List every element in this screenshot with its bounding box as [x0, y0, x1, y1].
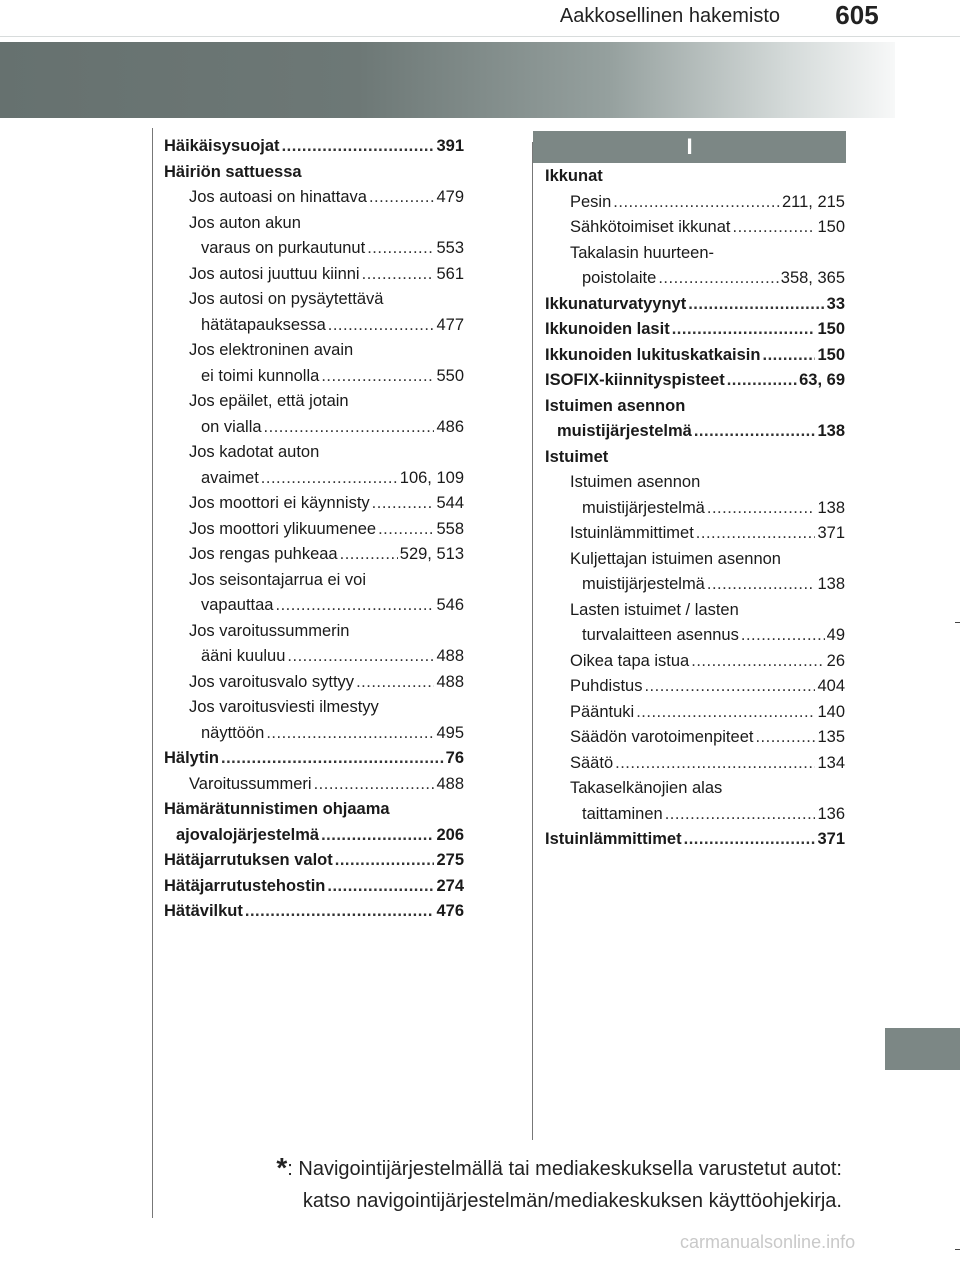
index-entry	[164, 134, 464, 160]
index-entry-page: 544	[436, 494, 464, 512]
index-entry-page: 529, 513	[399, 545, 464, 563]
index-entry	[545, 751, 845, 777]
dot-leader	[665, 802, 816, 828]
index-entry-label: Istuimet	[545, 447, 609, 466]
index-entry	[545, 292, 845, 318]
footnote-line-1	[250, 1152, 842, 1185]
index-entry	[164, 670, 464, 696]
index-entry-label: Kuljettajan istuimen asennon	[570, 549, 781, 568]
index-entry	[164, 338, 464, 364]
dot-leader	[615, 751, 815, 777]
index-entry	[545, 394, 845, 420]
index-entry-label: Takaselkänojien alas	[570, 779, 723, 797]
index-entry-label: Oikea tapa istua	[570, 651, 690, 670]
index-entry	[164, 593, 464, 619]
index-entry-page: 136	[817, 804, 845, 823]
index-entry	[164, 542, 464, 568]
dot-leader	[636, 700, 815, 726]
index-entry-page: 404	[817, 677, 845, 695]
index-entry	[164, 823, 464, 849]
index-entry	[545, 343, 845, 369]
index-entry-label: Jos autoasi on hinattava	[189, 188, 367, 206]
index-entry-page: 550	[436, 366, 464, 385]
dot-leader	[644, 674, 815, 700]
dot-leader	[733, 215, 816, 241]
index-entry-label: Jos varoitusvalo syttyy	[189, 672, 355, 691]
dot-leader	[707, 496, 816, 522]
index-entry-label: Puhdistus	[570, 677, 643, 695]
index-entry-label: Istuimen asennon	[570, 473, 701, 491]
index-entry	[545, 827, 845, 853]
index-entry	[545, 572, 845, 598]
index-entry	[164, 899, 464, 925]
dot-leader	[694, 419, 816, 445]
index-entry-page: 140	[817, 702, 845, 721]
index-entry	[164, 848, 464, 874]
index-entry-label: Istuinlämmittimet	[545, 830, 682, 848]
index-entry	[164, 185, 464, 211]
index-entry-label: Pääntuki	[570, 702, 635, 721]
index-entry-label: Ikkunat	[545, 167, 603, 185]
dot-leader	[356, 670, 434, 696]
index-entry-page: 106, 109	[399, 468, 464, 487]
index-entry-page: 138	[817, 498, 845, 517]
index-entry-label: Jos elektroninen avain	[189, 341, 354, 359]
dot-leader	[684, 827, 816, 853]
index-entry-label: Ikkunoiden lasit	[545, 320, 670, 338]
index-entry	[164, 415, 464, 441]
index-entry-label: Sähkötoimiset ikkunat	[570, 218, 731, 236]
index-entry-label: Jos rengas puhkeaa	[189, 545, 338, 563]
index-entry-page: 391	[436, 137, 464, 155]
dot-leader	[755, 725, 815, 751]
index-entry-page: 486	[436, 417, 464, 436]
index-entry	[545, 674, 845, 700]
index-entry-page: 488	[436, 672, 464, 691]
index-entry	[545, 776, 845, 802]
index-entry	[164, 619, 464, 645]
index-entry-page: 26	[826, 651, 845, 670]
dot-leader	[221, 746, 444, 772]
header-divider	[0, 36, 960, 37]
index-entry-page: 561	[436, 264, 464, 283]
index-entry-label: Pesin	[570, 192, 612, 211]
dot-leader	[287, 644, 434, 670]
index-entry	[164, 389, 464, 415]
index-entry	[545, 547, 845, 573]
index-entry	[545, 241, 845, 267]
index-entry-page: 138	[817, 575, 845, 593]
index-entry	[164, 644, 464, 670]
index-entry-label: Jos moottori ylikuumenee	[189, 519, 377, 538]
dot-leader	[741, 623, 825, 649]
crop-mark	[955, 1249, 960, 1250]
index-entry-label: Takalasin huurteen-	[570, 243, 715, 262]
index-entry-label: turvalaitteen asennus	[582, 626, 739, 644]
index-entry-page: 553	[436, 239, 464, 257]
page-number: 605	[835, 0, 879, 30]
index-entry	[545, 598, 845, 624]
index-entry	[545, 215, 845, 241]
index-entry	[545, 700, 845, 726]
index-entry	[164, 364, 464, 390]
index-entry-label: muistijärjestelmä	[582, 575, 705, 593]
index-entry-label: Jos moottori ei käynnisty	[189, 494, 370, 512]
dot-leader	[691, 649, 824, 675]
index-entry-page: 150	[817, 218, 845, 236]
dot-leader	[707, 572, 816, 598]
index-entry-page: 76	[445, 749, 464, 767]
index-entry	[164, 721, 464, 747]
index-entry-label: Varoitussummeri	[189, 774, 312, 793]
watermark: carmanualsonline.info	[680, 1232, 856, 1252]
dot-leader	[327, 874, 434, 900]
index-entry	[164, 746, 464, 772]
index-entry-label: vapauttaa	[201, 596, 274, 614]
dot-leader	[367, 236, 434, 262]
crop-mark	[955, 622, 960, 623]
dot-leader	[335, 848, 435, 874]
index-entry	[545, 164, 845, 190]
index-entry-label: Jos varoitussummerin	[189, 621, 350, 640]
index-entry	[164, 262, 464, 288]
index-entry-label: Hälytin	[164, 749, 220, 767]
dot-leader	[762, 343, 815, 369]
dot-leader	[275, 593, 434, 619]
dot-leader	[261, 466, 398, 492]
index-entry	[164, 236, 464, 262]
index-entry-page: 33	[826, 294, 845, 313]
index-entry-page: 488	[436, 774, 464, 793]
section-letter-bar: I	[533, 131, 846, 163]
footnote-line-2: katso navigointijärjestelmän/mediakeskuksen käyttöohjekirja.	[302, 1190, 842, 1212]
index-entry-label: on vialla	[201, 417, 262, 436]
index-entry	[164, 491, 464, 517]
footnote	[250, 1152, 842, 1217]
index-entry-page: 274	[436, 876, 464, 895]
index-entry-label: Lasten istuimet / lasten	[570, 600, 739, 619]
index-entry	[545, 368, 845, 394]
index-entry-label: Jos varoitusviesti ilmestyy	[189, 698, 379, 716]
footnote-marker: *	[276, 1152, 288, 1183]
index-entry	[545, 649, 845, 675]
index-entry	[164, 797, 464, 823]
dot-leader	[245, 899, 435, 925]
index-entry-label: Jos kadotat auton	[189, 443, 320, 461]
index-entry-page: 479	[436, 188, 464, 206]
dot-leader	[658, 266, 778, 292]
index-entry	[164, 695, 464, 721]
index-entry	[164, 313, 464, 339]
index-entry-page: 49	[826, 626, 845, 644]
index-entry-label: muistijärjestelmä	[582, 498, 705, 517]
index-entry	[545, 266, 845, 292]
dot-leader	[328, 313, 435, 339]
index-entry-label: taittaminen	[582, 804, 663, 823]
index-entry-page: 150	[817, 345, 845, 364]
index-entry-label: ei toimi kunnolla	[201, 366, 320, 385]
index-entry	[545, 470, 845, 496]
index-entry	[545, 317, 845, 343]
dot-leader	[340, 542, 398, 568]
index-entry	[545, 190, 845, 216]
index-entry-page: 546	[436, 596, 464, 614]
dot-leader	[378, 517, 434, 543]
index-entry-label: Istuimen asennon	[545, 396, 686, 415]
dot-leader	[264, 415, 435, 441]
index-entry-page: 477	[436, 315, 464, 334]
header-title: Aakkosellinen hakemisto	[559, 5, 780, 27]
index-entry-label: hätätapauksessa	[201, 315, 326, 334]
index-entry-label: Hätäjarrutustehostin	[164, 876, 326, 895]
index-entry-label: Hämärätunnistimen ohjaama	[164, 800, 390, 818]
dot-leader	[266, 721, 434, 747]
dot-leader	[372, 491, 435, 517]
index-entry	[164, 772, 464, 798]
index-entry	[164, 466, 464, 492]
chapter-side-tab	[885, 1028, 960, 1070]
index-entry-label: avaimet	[201, 468, 259, 487]
index-entry	[164, 568, 464, 594]
dot-leader	[362, 262, 435, 288]
index-entry-label: varaus on purkautunut	[201, 239, 366, 257]
index-entry	[545, 725, 845, 751]
dot-leader	[672, 317, 816, 343]
dot-leader	[282, 134, 435, 160]
index-entry-label: muistijärjestelmä	[557, 422, 692, 440]
index-entry	[164, 440, 464, 466]
index-entry-label: Häikäisysuojat	[164, 137, 280, 155]
index-entry-label: Ikkunoiden lukituskatkaisin	[545, 345, 761, 364]
index-entry-page: 206	[436, 825, 464, 844]
dot-leader	[321, 823, 434, 849]
index-entry-label: Säätö	[570, 753, 614, 772]
index-entry-page: 488	[436, 647, 464, 665]
index-entry-label: näyttöön	[201, 723, 265, 742]
dot-leader	[321, 364, 434, 390]
index-entry-page: 150	[817, 320, 845, 338]
index-entry	[545, 802, 845, 828]
index-entry	[545, 521, 845, 547]
index-entry-page: 63, 69	[799, 371, 845, 389]
index-entry	[545, 445, 845, 471]
index-entry-label: Jos epäilet, että jotain	[189, 392, 349, 410]
index-entry-label: poistolaite	[582, 269, 657, 287]
index-entry-page: 135	[817, 728, 845, 746]
index-column-left	[164, 134, 464, 925]
index-entry-label: Hätävilkut	[164, 902, 243, 920]
index-entry-page: 275	[436, 851, 464, 869]
index-entry-label: Jos autosi juuttuu kiinni	[189, 264, 360, 283]
index-entry-page: 134	[817, 753, 845, 772]
index-entry-label: Ikkunaturvatyynyt	[545, 294, 687, 313]
index-entry-page: 495	[436, 723, 464, 742]
left-margin-rule	[152, 128, 153, 1218]
index-entry-label: Hätäjarrutuksen valot	[164, 851, 333, 869]
index-entry-page: 138	[817, 422, 845, 440]
index-entry	[545, 623, 845, 649]
index-entry	[545, 496, 845, 522]
index-entry-label: Jos autosi on pysäytettävä	[189, 290, 384, 308]
index-entry	[164, 874, 464, 900]
index-entry	[164, 517, 464, 543]
index-entry-page: 358, 365	[780, 269, 845, 287]
index-entry-label: ajovalojärjestelmä	[176, 825, 320, 844]
index-entry	[164, 211, 464, 237]
index-entry-label: ääni kuuluu	[201, 647, 286, 665]
index-entry-label: Istuinlämmittimet	[570, 524, 694, 542]
footnote-text-1: : Navigointijärjestelmällä tai mediakeskuksella varustetut autot:	[287, 1158, 842, 1180]
index-entry-page: 371	[817, 524, 845, 542]
dot-leader	[688, 292, 824, 318]
index-entry	[164, 287, 464, 313]
dot-leader	[314, 772, 435, 798]
index-entry-label: Jos auton akun	[189, 213, 301, 232]
index-entry-label: Häiriön sattuessa	[164, 162, 302, 181]
dot-leader	[727, 368, 797, 394]
index-column-right	[545, 164, 845, 853]
index-entry	[545, 419, 845, 445]
index-entry-label: Jos seisontajarrua ei voi	[189, 570, 367, 589]
dot-leader	[369, 185, 435, 211]
index-entry-label: Säädön varotoimenpiteet	[570, 728, 754, 746]
index-entry-page: 476	[436, 902, 464, 920]
index-entry-label: ISOFIX-kiinnityspisteet	[545, 371, 725, 389]
dot-leader	[613, 190, 780, 216]
index-entry	[164, 160, 464, 186]
index-entry-page: 371	[817, 830, 845, 848]
index-entry-page: 558	[436, 519, 464, 538]
column-divider	[532, 142, 533, 1140]
chapter-banner	[0, 42, 895, 118]
dot-leader	[696, 521, 816, 547]
index-entry-page: 211, 215	[781, 192, 845, 211]
